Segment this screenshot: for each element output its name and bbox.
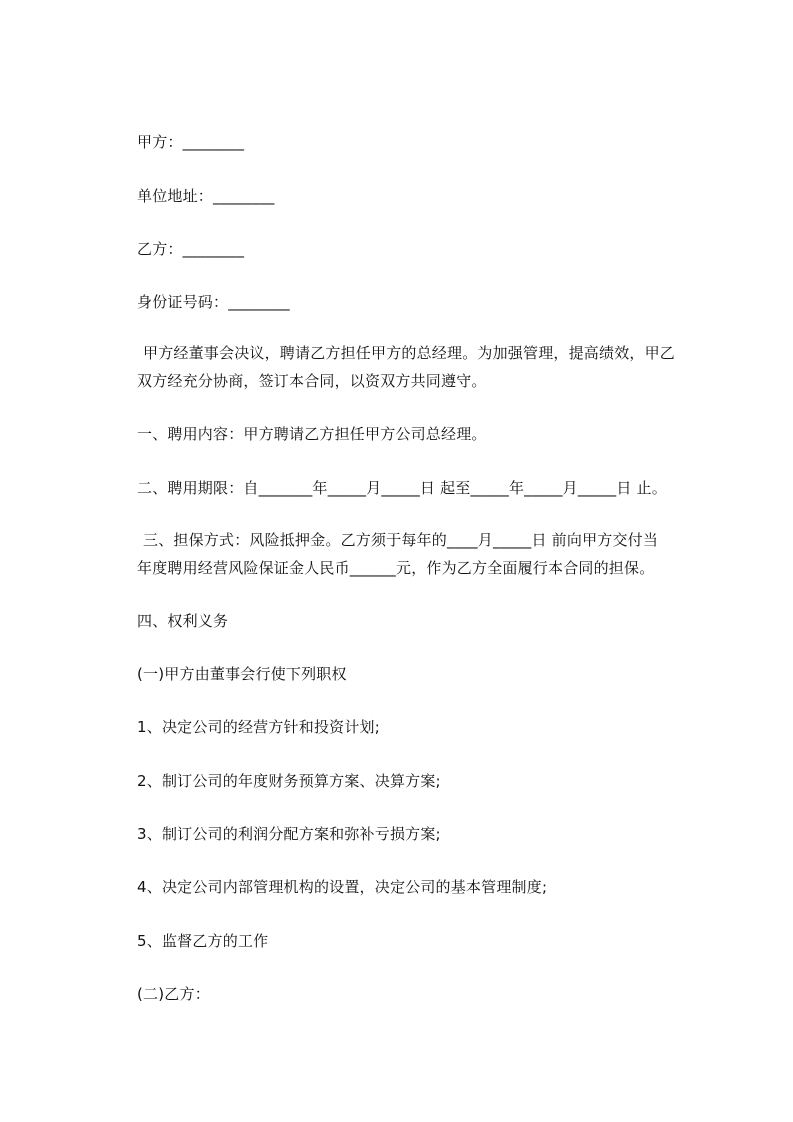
section-b-heading: (二)乙方：: [137, 985, 210, 1003]
intro-paragraph: [137, 339, 707, 395]
clause-4: 四、权利义务: [137, 612, 229, 630]
list-item: 2、制订公司的年度财务预算方案、决算方案;: [137, 772, 441, 790]
intro-line-1: 甲方经董事会决议，聘请乙方担任甲方的总经理。为加强管理，提高绩效，甲乙: [143, 344, 676, 362]
section-a-heading: (一)甲方由董事会行使下列职权: [137, 665, 347, 683]
clause-3-paragraph: [137, 526, 707, 582]
id-number-line: 身份证号码：________: [137, 293, 290, 311]
party-a-line: 甲方：________: [137, 133, 245, 151]
list-item: 4、决定公司内部管理机构的设置，决定公司的基本管理制度;: [137, 878, 548, 896]
party-b-line: 乙方：________: [137, 240, 245, 258]
address-line: 单位地址：________: [137, 187, 275, 205]
intro-line-2: 双方经充分协商，签订本合同，以资双方共同遵守。: [137, 372, 487, 390]
clause-3-line-2: 年度聘用经营风险保证金人民币______元，作为乙方全面履行本合同的担保。: [137, 559, 655, 577]
clause-3-line-1: 三、担保方式：风险抵押金。乙方须于每年的____月_____日 前向甲方交付当: [143, 531, 659, 549]
list-item: 1、决定公司的经营方针和投资计划;: [137, 718, 380, 736]
clause-2: 二、聘用期限：自_______年_____月_____日 起至_____年_____月_____日 止。: [137, 479, 667, 497]
list-item: 5、监督乙方的工作: [137, 932, 269, 950]
clause-1: 一、聘用内容：甲方聘请乙方担任甲方公司总经理。: [137, 425, 487, 443]
list-item: 3、制订公司的利润分配方案和弥补亏损方案;: [137, 825, 441, 843]
